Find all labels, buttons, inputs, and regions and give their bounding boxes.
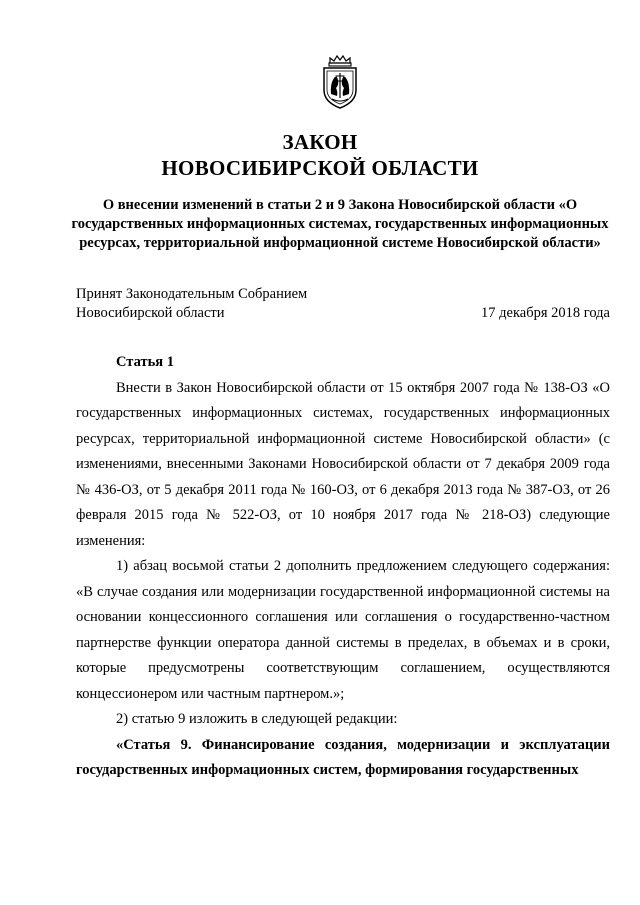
law-title-line2: НОВОСИБИРСКОЙ ОБЛАСТИ [161, 156, 479, 180]
article-1-intro: Внести в Закон Новосибирской области от 15 октября 2007 года № 138-ОЗ «О государственных информационных системах, государственных информационных ресурсах, территориальной информационной системе Новосибирской области» (с изменениями, внесенными Законами Новосибирской области от 7 декабря 2009 года № 436-ОЗ, от 5 декабря 2011 года № 160-ОЗ, от 6 декабря 2013 года № 387-ОЗ, от 26 февраля 2015 года № 522-ОЗ, от 10 ноября 2017 года № 218-ОЗ) следующие изменения: [76, 379, 610, 549]
adoption-line1: Принят Законодательным Собранием [76, 286, 308, 302]
adoption-block [76, 285, 610, 323]
coat-of-arms-icon [318, 54, 362, 110]
article-9-heading: «Статья 9. Финансирование создания, модернизации и эксплуатации государственных информационных систем, формирования государственных [76, 736, 610, 778]
article-1-item-1: 1) абзац восьмой статьи 2 дополнить предложением следующего содержания: «В случае создания или модернизации государственной информационной системы на основании концессионного соглашения или соглашения о государственно-частном партнерстве функции оператора данной системы в пределах, в объемах и в сроки, которые предусмотрены соответствующим соглашением, осуществляются концессионером или частным партнером.»; [76, 558, 610, 702]
article-1-heading: Статья 1 [116, 354, 174, 370]
article-1 [76, 350, 610, 784]
law-title-line1: ЗАКОН [282, 130, 358, 154]
article-1-item-2: 2) статью 9 изложить в следующей редакции: [116, 711, 398, 727]
adoption-line2: Новосибирской области [76, 305, 225, 321]
law-subject: О внесении изменений в статьи 2 и 9 Закона Новосибирской области «О государственных информационных системах, государственных информационных ресурсах, территориальной информационной системе Новосибирской области» [71, 197, 609, 251]
adoption-date: 17 декабря 2018 года [481, 305, 610, 321]
